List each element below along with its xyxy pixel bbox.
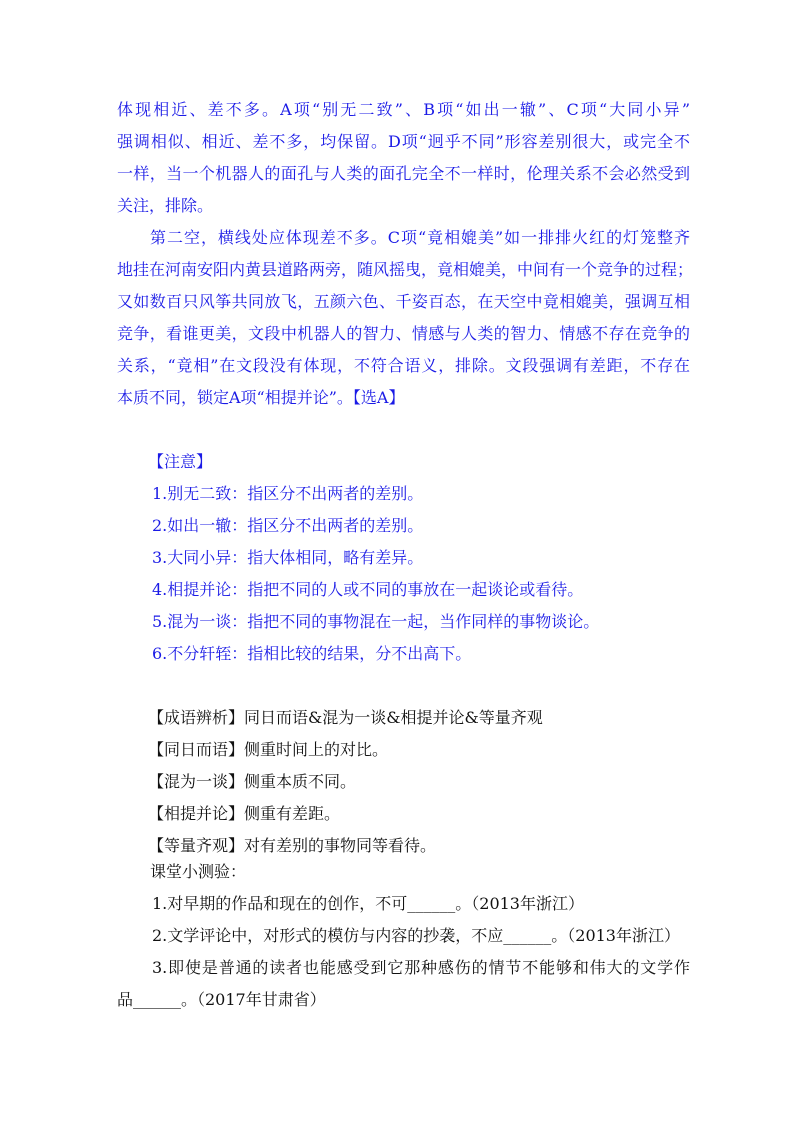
quiz-question: 2.文学评论中，对形式的模仿与内容的抄袭，不应______。（2013年浙江）: [152, 926, 680, 945]
note-item: 6.不分轩轾：指相比较的结果，分不出高下。: [152, 644, 472, 663]
explanation-line: 第二空，横线处应体现差不多。C项“竟相媲美”如一排排火红的灯笼整齐: [150, 228, 690, 247]
explanation-line: 强调相似、相近、差不多，均保留。D项“迥乎不同”形容差别很大，或完全不: [117, 132, 690, 151]
analysis-item: 【相提并论】侧重有差距。: [148, 804, 341, 823]
analysis-item: 【同日而语】侧重时间上的对比。: [148, 740, 389, 759]
quiz-heading: 课堂小测验：: [150, 862, 247, 881]
explanation-line: 体现相近、差不多。A项“别无二致”、B项“如出一辙”、C项“大同小异”: [117, 100, 690, 119]
explanation-line: 本质不同，锁定A项“相提并论”。【选A】: [117, 388, 405, 407]
analysis-heading: 【成语辨析】同日而语&混为一谈&相提并论&等量齐观: [148, 708, 543, 727]
quiz-question: 1.对早期的作品和现在的创作，不可______。（2013年浙江）: [152, 894, 584, 913]
explanation-line: 地挂在河南安阳内黄县道路两旁，随风摇曳，竟相媲美，中间有一个竞争的过程；: [117, 260, 694, 279]
explanation-line: 关系，“竟相”在文段没有体现，不符合语义，排除。文段强调有差距，不存在: [117, 356, 690, 375]
explanation-line: 关注，排除。: [117, 196, 214, 215]
note-item: 4.相提并论：指把不同的人或不同的事放在一起谈论或看待。: [152, 580, 584, 599]
explanation-line: 又如数百只风筝共同放飞，五颜六色、千姿百态，在天空中竟相媲美，强调互相: [117, 292, 690, 311]
note-item: 2.如出一辙：指区分不出两者的差别。: [152, 516, 424, 535]
analysis-item: 【等量齐观】对有差别的事物同等看待。: [148, 836, 437, 855]
note-item: 5.混为一谈：指把不同的事物混在一起，当作同样的事物谈论。: [152, 612, 600, 631]
explanation-line: 一样，当一个机器人的面孔与人类的面孔完全不一样时，伦理关系不会必然受到: [117, 164, 690, 183]
analysis-item: 【混为一谈】侧重本质不同。: [148, 772, 357, 791]
note-item: 1.别无二致：指区分不出两者的差别。: [152, 484, 424, 503]
explanation-line: 竞争，看谁更美，文段中机器人的智力、情感与人类的智力、情感不存在竞争的: [117, 324, 690, 343]
quiz-question-continuation: 品______。（2017年甘肃省）: [117, 990, 326, 1009]
notes-heading: 【注意】: [148, 452, 213, 471]
note-item: 3.大同小异：指大体相同，略有差异。: [152, 548, 424, 567]
quiz-question: 3.即使是普通的读者也能感受到它那种感伤的情节不能够和伟大的文学作: [152, 958, 690, 977]
